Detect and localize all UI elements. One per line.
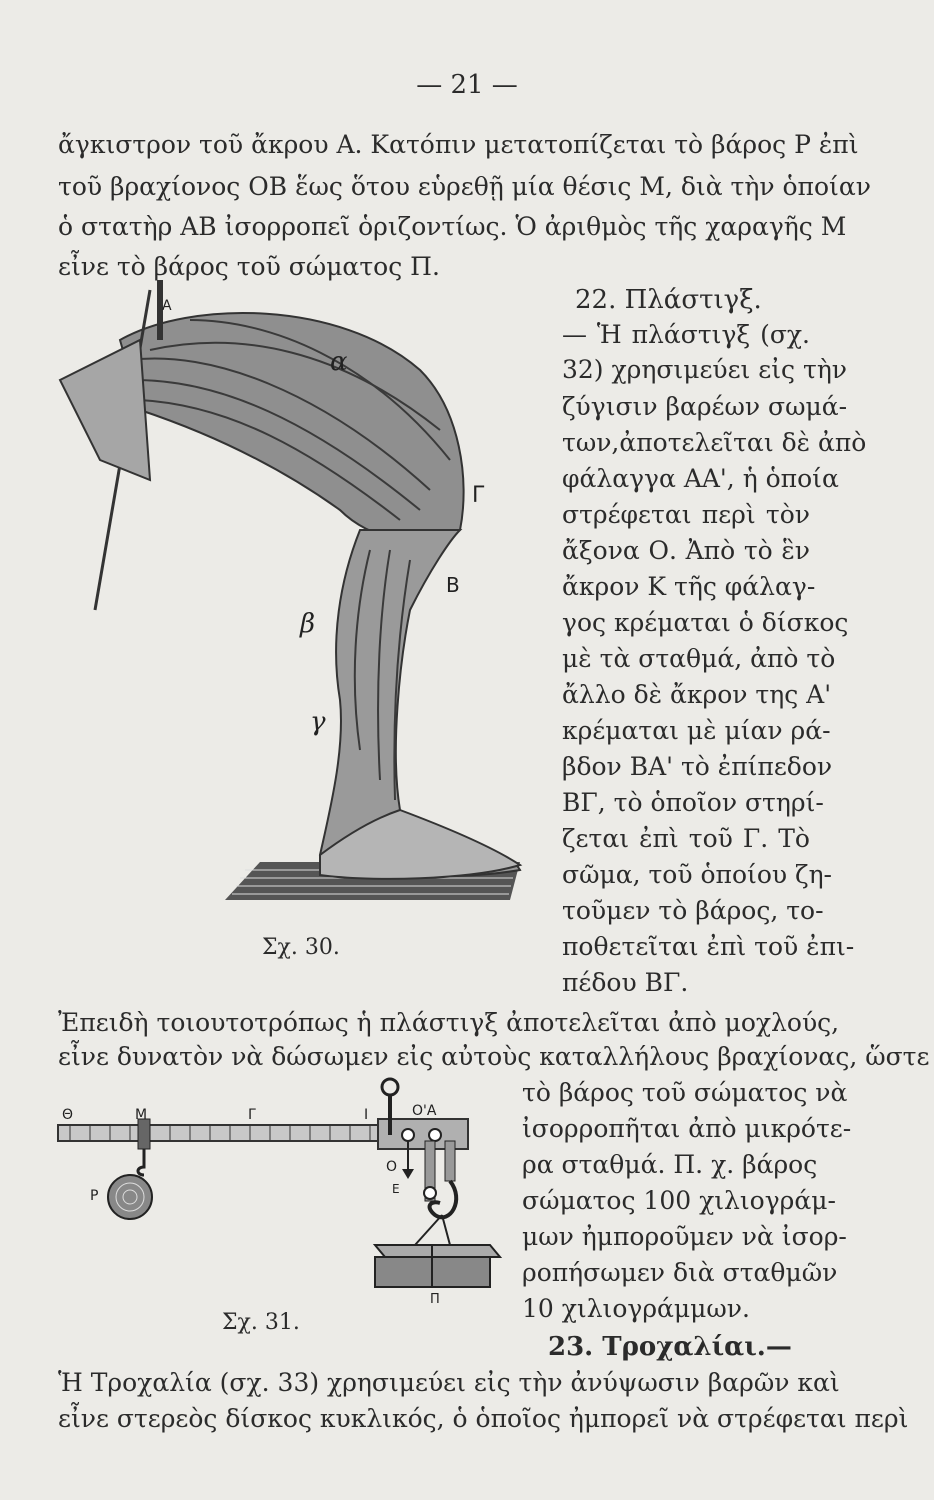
text-line: εἶνε τὸ βάρος τοῦ σώματος Π. <box>58 252 440 281</box>
text-line: σώματος 100 χιλιογράμ- <box>522 1186 836 1215</box>
text-line: μὲ τὰ σταθμά, ἀπὸ τὸ <box>562 644 836 673</box>
label-OA: Ο'Α <box>412 1103 437 1119</box>
label-O: Ο <box>386 1159 398 1175</box>
text-line: — Ἡ πλάστιγξ (σχ. <box>562 320 810 349</box>
label-M: Μ <box>135 1107 148 1123</box>
label-E: Ε <box>392 1182 400 1196</box>
label-Pi: Π <box>430 1292 440 1307</box>
text-line: 32) χρησιμεύει εἰς τὴν <box>562 355 848 384</box>
text-line: ΒΓ, τὸ ὁποῖον στηρί- <box>562 788 824 817</box>
text-line: ζεται ἐπὶ τοῦ Γ. Τὸ <box>562 824 810 853</box>
text-line: ὁ στατὴρ ΑΒ ἰσορροπεῖ ὁριζοντίως. Ὁ ἀριθμὸς τῆς χαραγῆς Μ <box>58 212 847 241</box>
text-line: ἄκρον Κ τῆς φάλαγ- <box>562 572 816 601</box>
text-line: ἄγκιστρον τοῦ ἄκρου Α. Κατόπιν μετατοπίζεται τὸ βάρος Ρ ἐπὶ <box>58 130 859 159</box>
page-number: — 21 — <box>416 70 518 100</box>
figure-30-leg-illustration <box>40 280 560 980</box>
text-line: γος κρέμαται ὁ δίσκος <box>562 608 849 637</box>
text-line: βδον ΒΑ' τὸ ἐπίπεδον <box>562 752 833 781</box>
text-line: Ἡ Τροχαλία (σχ. 33) χρησιμεύει εἰς τὴν ἀνύψωσιν βαρῶν καὶ <box>58 1368 840 1397</box>
text-line: ποθετεῖται ἐπὶ τοῦ ἐπι- <box>562 932 855 961</box>
text-line: των,ἀποτελεῖται δὲ ἀπὸ <box>562 428 867 457</box>
text-line: ροπήσωμεν διὰ σταθμῶν <box>522 1258 838 1287</box>
label-gamma: γ <box>310 707 326 737</box>
label-gamma-upper: Γ <box>472 483 485 508</box>
text-line: ἰσορροπῆται ἀπὸ μικρότε- <box>522 1114 852 1143</box>
text-line: ἄλλο δὲ ἄκρον της Α' <box>562 680 832 709</box>
label-theta: Θ <box>62 1107 74 1123</box>
text-line: μων ἠμποροῦμεν νὰ ἰσορ- <box>522 1222 847 1251</box>
text-line: ρα σταθμά. Π. χ. βάρος <box>522 1150 818 1179</box>
text-line: πέδου ΒΓ. <box>562 968 689 997</box>
section-22-heading: 22. Πλάστιγξ. <box>575 285 762 315</box>
section-23-heading: 23. Τροχαλίαι.— <box>548 1332 792 1362</box>
label-I: Ι <box>364 1107 369 1123</box>
figure-30-caption: Σχ. 30. <box>262 935 340 960</box>
text-line: τὸ βάρος τοῦ σώματος νὰ <box>522 1078 848 1107</box>
figure-31-caption: Σχ. 31. <box>222 1310 300 1335</box>
text-line: Ἐπειδὴ τοιουτοτρόπως ἡ πλάστιγξ ἀποτελεῖται ἀπὸ μοχλούς, <box>58 1008 840 1037</box>
label-beta: β <box>300 609 316 639</box>
text-line: στρέφεται περὶ τὸν <box>562 500 810 529</box>
label-alpha: α <box>330 347 348 377</box>
text-line: 10 χιλιογράμμων. <box>522 1294 750 1323</box>
text-line: ἄξονα Ο. Ἀπὸ τὸ ἓν <box>562 536 810 565</box>
text-line: κρέμαται μὲ μίαν ρά- <box>562 716 831 745</box>
text-line: εἶνε δυνατὸν νὰ δώσωμεν εἰς αὐτοὺς καταλλήλους βραχίονας, ὥστε <box>58 1042 930 1071</box>
text-line: τοῦμεν τὸ βάρος, το- <box>562 896 824 925</box>
text-line: εἶνε στερεὸς δίσκος κυκλικός, ὁ ὁποῖος ἠμπορεῖ νὰ στρέφεται περὶ <box>58 1404 909 1433</box>
figure-31-balance-illustration <box>50 1075 520 1315</box>
label-P: Ρ <box>90 1188 99 1204</box>
label-Gamma: Γ <box>248 1107 256 1123</box>
text-line: φάλαγγα ΑΑ', ἡ ὁποία <box>562 464 839 493</box>
text-line: σῶμα, τοῦ ὁποίου ζη- <box>562 860 833 889</box>
label-A: Α <box>162 298 172 314</box>
text-line: τοῦ βραχίονος ΟΒ ἕως ὅτου εὑρεθῇ μία θέσις Μ, διὰ τὴν ὁποίαν <box>58 172 871 201</box>
text-line: ζύγισιν βαρέων σωμά- <box>562 392 848 421</box>
label-beta-upper: Β <box>446 573 460 597</box>
